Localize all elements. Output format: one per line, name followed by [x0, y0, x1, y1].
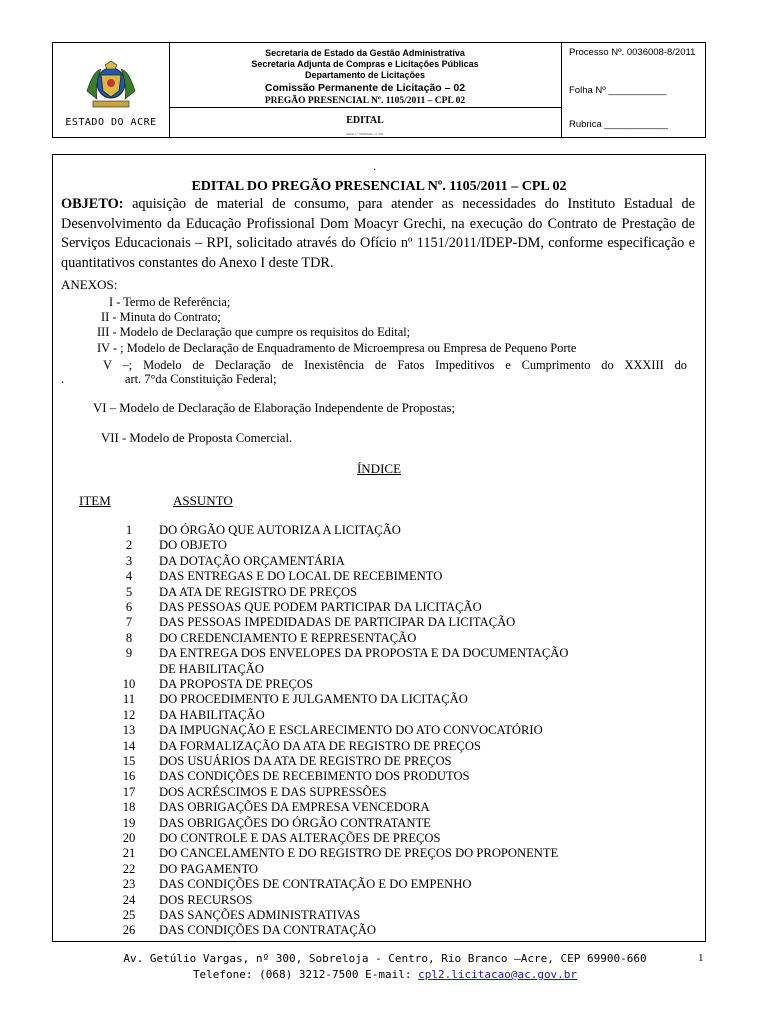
anexo-item: IV - ; Modelo de Declaração de Enquadramento de Microempresa ou Empresa de Pequeno Porte	[97, 341, 577, 355]
index-item-title: DA ENTREGA DOS ENVELOPES DA PROPOSTA E DA DOCUMENTAÇÃO	[159, 646, 569, 661]
index-item-title: DAS CONDIÇÕES DE RECEBIMENTO DOS PRODUTOS	[159, 769, 470, 784]
footer-email-link[interactable]: cpl2.licitacao@ac.gov.br	[418, 968, 578, 981]
header-line-2: Secretaria Adjunta de Compras e Licitações Públicas	[251, 59, 479, 69]
anexo-item: III - Modelo de Declaração que cumpre os requisitos do Edital;	[97, 325, 411, 339]
index-heading: ÍNDICE	[356, 461, 402, 476]
index-item-title: DAS SANÇÕES ADMINISTRATIVAS	[159, 908, 361, 922]
index-item-title: DOS RECURSOS	[159, 892, 253, 907]
index-col-assunto: ASSUNTO	[173, 493, 233, 508]
index-item-title: DO PROCEDIMENTO E JULGAMENTO DA LICITAÇÃO	[159, 692, 468, 707]
index-item-title: DA ATA DE REGISTRO DE PREÇOS	[159, 584, 358, 599]
index-item-number: 5	[125, 584, 133, 599]
index-item-number: 7	[125, 615, 133, 630]
page-number: 1	[698, 952, 704, 964]
index-item-title: DO CANCELAMENTO E DO REGISTRO DE PREÇOS DO PROPONENTE	[159, 846, 559, 861]
index-item-number: 22	[122, 861, 136, 876]
index-item-title: DAS PESSOAS IMPEDIDADAS DE PARTICIPAR DA LICITAÇÃO	[159, 615, 516, 630]
index-col-item: ITEM	[79, 493, 111, 508]
index-item-title: DAS OBRIGAÇÕES DA EMPRESA VENCEDORA	[159, 800, 430, 815]
index-item-number: 4	[125, 569, 133, 584]
index-item-number: 9	[125, 646, 133, 661]
header-line-3: Departamento de Licitações	[304, 70, 426, 80]
anexo-item: V –; Modelo de Declaração de Inexistência de Fatos Impeditivos e Cumprimento do XXXIII do	[103, 358, 687, 372]
index-item-title: DAS OBRIGAÇÕES DO ÓRGÃO CONTRATANTE	[159, 815, 431, 830]
index-item-title: DE HABILITAÇÃO	[159, 661, 264, 676]
index-item-title: DOS USUÁRIOS DA ATA DE REGISTRO DE PREÇOS	[159, 754, 452, 768]
footer-address: Av. Getúlio Vargas, nº 300, Sobreloja - Centro, Rio Branco –Acre, CEP 69900-660	[123, 952, 647, 965]
processo-number: Processo Nº. 0036008-8/2011	[569, 47, 696, 58]
anexo-item: VI – Modelo de Declaração de Elaboração Independente de Propostas;	[93, 401, 456, 415]
pregao-title: PREGÃO PRESENCIAL Nº. 1105/2011 – CPL 02	[264, 96, 466, 106]
index-item-title: DAS PESSOAS QUE PODEM PARTICIPAR DA LICITAÇÃO	[159, 600, 482, 614]
objeto-label: OBJETO:	[61, 196, 124, 212]
header-right	[561, 43, 705, 137]
index-item-title: DO CREDENCIAMENTO E REPRESENTAÇÃO	[159, 630, 417, 645]
index-item-number: 12	[122, 707, 136, 722]
index-item-title: DO CONTROLE E DAS ALTERAÇÕES DE PREÇOS	[159, 831, 441, 845]
index-item-number: 13	[122, 723, 136, 738]
anexo-item-continuation: art. 7°da Constituição Federal;	[125, 372, 277, 386]
index-item-title: DA PROPOSTA DE PREÇOS	[159, 677, 314, 691]
top-dot: .	[373, 159, 376, 173]
anexo-item: I - Termo de Referência;	[109, 295, 231, 309]
anexo-item: II - Minuta do Contrato;	[101, 310, 221, 324]
index-item-number: 10	[122, 677, 136, 691]
anexo-item: VII - Modelo de Proposta Comercial.	[101, 431, 293, 445]
index-item-title: DA HABILITAÇÃO	[159, 707, 265, 722]
index-item-number: 8	[125, 630, 133, 645]
index-item-title: DA DOTAÇÃO ORÇAMENTÁRIA	[159, 553, 345, 568]
coat-of-arms-logo	[79, 61, 143, 113]
index-item-title: DA FORMALIZAÇÃO DA ATA DE REGISTRO DE PREÇOS	[159, 738, 481, 753]
index-item-number: 2	[125, 538, 133, 553]
index-item-number: 16	[122, 769, 136, 784]
document-body	[52, 154, 706, 942]
coat-of-arms-cell	[53, 43, 170, 137]
index-item-number: 19	[122, 815, 136, 830]
page-footer	[0, 951, 770, 983]
footer-contact	[0, 967, 770, 983]
document-title: EDITAL DO PREGÃO PRESENCIAL Nº. 1105/2011 – CPL 02	[191, 179, 567, 194]
commission-title: Comissão Permanente de Licitação – 02	[264, 82, 466, 94]
index-item-number: 11	[122, 692, 136, 707]
index-item-number: 15	[122, 754, 136, 768]
index-item-number: 23	[122, 877, 136, 892]
index-item-title: DA IMPUGNAÇÃO E ESCLARECIMENTO DO ATO CONVOCATÓRIO	[159, 723, 543, 738]
index-item-title: DO ÓRGÃO QUE AUTORIZA A LICITAÇÃO	[159, 523, 401, 537]
state-caption: ESTADO DO ACRE	[65, 117, 157, 128]
rubrica-field: Rubrica ____________	[569, 119, 668, 130]
index-item-number: 1	[125, 523, 133, 537]
index-item-title: DO OBJETO	[159, 538, 227, 553]
edital-label: EDITAL	[346, 115, 384, 126]
footer-phone: Telefone: (068) 3212-7500 E-mail:	[192, 968, 419, 981]
header-line-1: Secretaria de Estado da Gestão Administrativa	[265, 48, 465, 58]
index-item-number: 24	[122, 892, 136, 907]
tiny-reference: Edital n.º 1105/2011 - fl. 001	[346, 132, 384, 136]
index-item-number: 3	[125, 553, 133, 568]
objeto-text: aquisição de material de consumo, para atender as necessidades do Instituto Estadual de Desenvolvimento da Educação Profissional Dom Moacyr Grechi, na execução do Contrato de Prestação de Serviços Educacionais – RPI, solicitado através do Ofício nº 1151/2011/IDEP-DM, conforme especificação e quantitativos constantes do Anexo I deste TDR.	[61, 196, 695, 271]
index-item-number: 20	[122, 831, 136, 845]
index-item-title: DAS CONDIÇÕES DE CONTRATAÇÃO E DO EMPENHO	[159, 877, 472, 892]
index-item-title: DAS ENTREGAS E DO LOCAL DE RECEBIMENTO	[159, 569, 443, 584]
index-item-number: 14	[122, 738, 136, 753]
objeto-paragraph	[61, 195, 695, 273]
index-item-title: DO PAGAMENTO	[159, 861, 259, 876]
index-item-number: 17	[122, 784, 136, 799]
index-item-title: DOS ACRÉSCIMOS E DAS SUPRESSÕES	[159, 784, 387, 799]
index-item-number: 6	[125, 600, 133, 614]
anexos-label: ANEXOS:	[61, 277, 118, 292]
folha-field: Folha Nº ___________	[569, 85, 667, 96]
stray-dot: .	[61, 372, 65, 386]
document-header	[52, 42, 706, 138]
index-item-number: 18	[122, 800, 136, 815]
index-item-number: 26	[122, 923, 136, 938]
index-item-number: 21	[122, 846, 136, 861]
header-center	[169, 43, 562, 137]
index-item-number: 25	[122, 908, 136, 922]
header-divider	[169, 107, 561, 108]
index-item-title: DAS CONDIÇÕES DA CONTRATAÇÃO	[159, 923, 376, 938]
